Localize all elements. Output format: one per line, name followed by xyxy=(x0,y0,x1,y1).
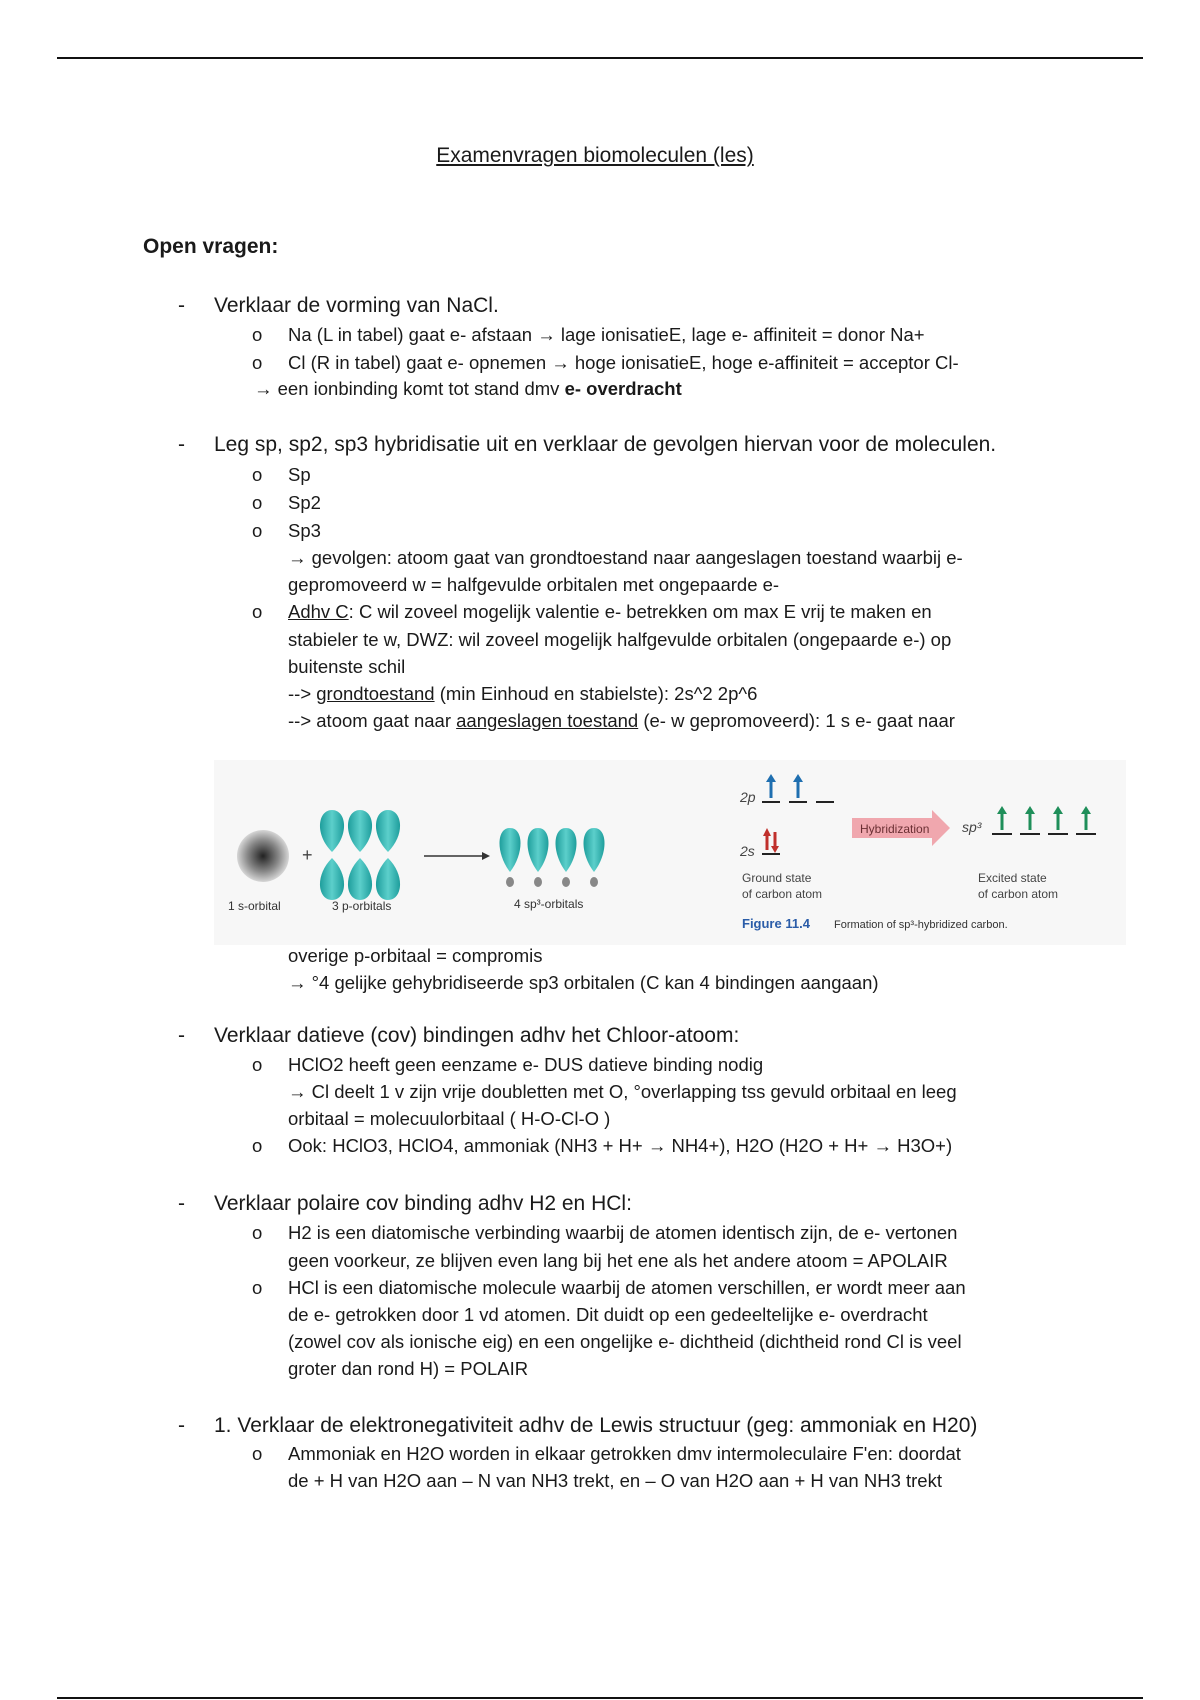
question-text: Verklaar polaire cov binding adhv H2 en HCl: xyxy=(214,1192,632,1215)
conclusion-line xyxy=(254,378,682,400)
list-item-text xyxy=(288,601,932,623)
bullet-marker: o xyxy=(252,601,263,622)
text-line: → Cl deelt 1 v zijn vrije doubletten met O, °overlapping tss gevuld orbitaal en leeg xyxy=(288,1081,957,1102)
label-2s: 2s xyxy=(740,843,755,859)
figure-caption-label: Figure 11.4 xyxy=(742,916,810,931)
text-line: stabieler te w, DWZ: wil zoveel mogelijk halfgevulde orbitalen (ongepaarde e-) op xyxy=(288,629,952,650)
hybridization-label: Hybridization xyxy=(860,822,930,836)
text-span: --> xyxy=(288,683,317,704)
question-text: Leg sp, sp2, sp3 hybridisatie uit en verklaar de gevolgen hiervan voor de moleculen. xyxy=(214,433,997,456)
text-line: orbitaal = molecuulorbitaal ( H-O-Cl-O ) xyxy=(288,1108,611,1129)
list-item-text: Cl (R in tabel) gaat e- opnemen → hoge ionisatieE, hoge e-affiniteit = acceptor Cl- xyxy=(288,352,959,373)
list-item-text: Sp3 xyxy=(288,520,321,541)
list-item-text: Ammoniak en H2O worden in elkaar getrokken dmv intermoleculaire F'en: doordat xyxy=(288,1443,961,1464)
conclusion-bold: e- overdracht xyxy=(564,378,682,399)
text-line: → gevolgen: atoom gaat van grondtoestand naar aangeslagen toestand waarbij e- xyxy=(288,547,963,568)
list-item-text: HClO2 heeft geen eenzame e- DUS datieve binding nodig xyxy=(288,1054,764,1075)
text-line: (zowel cov als ionische eig) en een ongelijke e- dichtheid (dichtheid rond Cl is veel xyxy=(288,1331,962,1352)
footer-rule xyxy=(57,1697,1143,1699)
text-line xyxy=(288,710,955,732)
bullet-marker: o xyxy=(252,1443,263,1464)
text-line: overige p-orbitaal = compromis xyxy=(288,945,543,966)
list-item-text: Sp xyxy=(288,464,311,485)
bullet-marker: o xyxy=(252,324,263,345)
text-span: --> atoom gaat naar xyxy=(288,710,457,731)
question-text: Verklaar de vorming van NaCl. xyxy=(214,294,499,317)
text-line xyxy=(288,683,757,705)
list-item-text: Sp2 xyxy=(288,492,321,513)
ground-state-label: Ground state xyxy=(742,871,812,885)
dash-marker: - xyxy=(178,1192,185,1215)
section-heading: Open vragen: xyxy=(143,235,279,258)
text-line: de + H van H2O aan – N van NH3 trekt, en – O van H2O aan + H van NH3 trekt xyxy=(288,1470,942,1491)
p-orbitals-label: 3 p-orbitals xyxy=(332,899,392,913)
bullet-marker: o xyxy=(252,1222,263,1243)
sp3-orbitals-label: 4 sp³-orbitals xyxy=(514,897,584,911)
bullet-marker: o xyxy=(252,520,263,541)
question-text: 1. Verklaar de elektronegativiteit adhv de Lewis structuur (geg: ammoniak en H20) xyxy=(214,1414,978,1437)
text-line: geen voorkeur, ze blijven even lang bij het ene als het andere atoom = APOLAIR xyxy=(288,1250,948,1271)
list-item-text: Ook: HClO3, HClO4, ammoniak (NH3 + H+ → NH4+), H2O (H2O + H+ → H3O+) xyxy=(288,1135,953,1156)
conclusion-text: → een ionbinding komt tot stand dmv xyxy=(254,378,565,399)
label-sp3: sp³ xyxy=(962,819,982,835)
bullet-marker: o xyxy=(252,492,263,513)
s-orbital-label: 1 s-orbital xyxy=(228,899,281,913)
text-line: → °4 gelijke gehybridiseerde sp3 orbitalen (C kan 4 bindingen aangaan) xyxy=(288,972,879,993)
excited-state-sublabel: of carbon atom xyxy=(978,887,1059,901)
ground-state-sublabel: of carbon atom xyxy=(742,887,823,901)
bullet-marker: o xyxy=(252,1135,263,1156)
dash-marker: - xyxy=(178,433,185,456)
document-title: Examenvragen biomoleculen (les) xyxy=(436,144,754,167)
text-span: (e- w gepromoveerd): 1 s e- gaat naar xyxy=(638,710,955,731)
bullet-marker: o xyxy=(252,1277,263,1298)
hybridization-figure xyxy=(214,760,1126,945)
question-text: Verklaar datieve (cov) bindingen adhv het Chloor-atoom: xyxy=(214,1024,740,1047)
underlined-term: aangeslagen toestand xyxy=(456,710,639,731)
text-line: de e- getrokken door 1 vd atomen. Dit duidt op een gedeeltelijke e- overdracht xyxy=(288,1304,928,1325)
underlined-term: Adhv C xyxy=(288,601,349,622)
text-line: groter dan rond H) = POLAIR xyxy=(288,1358,529,1379)
bullet-marker: o xyxy=(252,464,263,485)
text-span: : C wil zoveel mogelijk valentie e- betrekken om max E vrij te maken en xyxy=(348,601,932,622)
figure-caption-text: Formation of sp³-hybridized carbon. xyxy=(834,919,1008,931)
s-orbital-sphere xyxy=(237,830,289,882)
dash-marker: - xyxy=(178,294,185,317)
list-item-text: Na (L in tabel) gaat e- afstaan → lage ionisatieE, lage e- affiniteit = donor Na+ xyxy=(288,324,925,345)
label-2p: 2p xyxy=(740,789,756,805)
text-line: gepromoveerd w = halfgevulde orbitalen met ongepaarde e- xyxy=(288,574,780,595)
header-rule xyxy=(57,57,1143,59)
bullet-marker: o xyxy=(252,1054,263,1075)
dash-marker: - xyxy=(178,1414,185,1437)
figure-background xyxy=(214,760,1126,945)
excited-state-label: Excited state xyxy=(978,871,1047,885)
bullet-marker: o xyxy=(252,352,263,373)
text-line: buitenste schil xyxy=(288,656,406,677)
dash-marker: - xyxy=(178,1024,185,1047)
list-item-text: H2 is een diatomische verbinding waarbij de atomen identisch zijn, de e- vertonen xyxy=(288,1222,958,1243)
plus-sign: + xyxy=(302,845,313,865)
underlined-term: grondtoestand xyxy=(316,683,435,704)
list-item-text: HCl is een diatomische molecule waarbij de atomen verschillen, er wordt meer aan xyxy=(288,1277,966,1298)
text-span: (min Einhoud en stabielste): 2s^2 2p^6 xyxy=(434,683,758,704)
